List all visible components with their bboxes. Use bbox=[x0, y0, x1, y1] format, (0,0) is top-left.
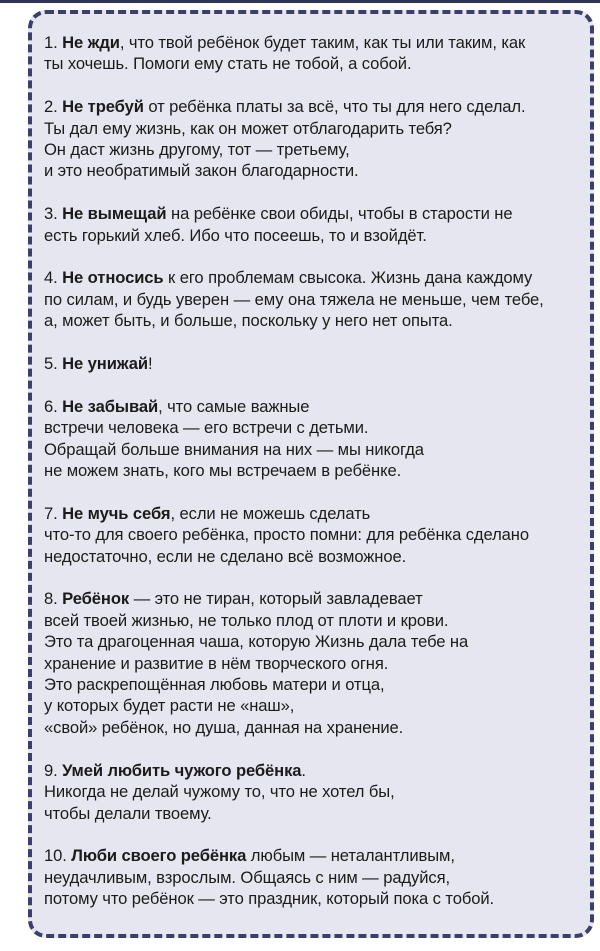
rule-line bbox=[44, 588, 580, 609]
rule-text: Ты дал ему жизнь, как он может отблагодарить тебя? bbox=[44, 118, 452, 138]
rule-text: и это необратимый закон благодарности. bbox=[44, 161, 359, 181]
rule-item bbox=[44, 203, 580, 246]
rule-emphasis: Не забывай bbox=[62, 396, 159, 416]
rule-text: хранение и развитие в нём творческого огня. bbox=[44, 653, 389, 673]
rule-text: Никогда не делай чужому то, что не хотел бы, bbox=[44, 782, 395, 802]
rule-text: неудачливым, взрослым. Общаясь с ним — радуйся, bbox=[44, 867, 450, 887]
rule-line bbox=[44, 674, 580, 695]
rule-line bbox=[44, 760, 580, 781]
rule-line bbox=[44, 118, 580, 139]
rule-line bbox=[44, 396, 580, 417]
rule-text: ты хочешь. Помоги ему стать не тобой, а собой. bbox=[44, 54, 412, 74]
rule-line bbox=[44, 310, 580, 331]
rule-text: недостаточно, если не сделано всё возможное. bbox=[44, 546, 407, 566]
rule-text: — это не тиран, который завладевает bbox=[129, 589, 423, 609]
rule-emphasis: Не относись bbox=[62, 268, 164, 288]
rule-line bbox=[44, 803, 580, 824]
top-divider-bar bbox=[0, 0, 600, 3]
rule-text: потому что ребёнок — это праздник, который пока с тобой. bbox=[44, 889, 495, 909]
rule-text: . bbox=[301, 760, 306, 780]
rule-number: 7. bbox=[44, 503, 58, 523]
rule-line bbox=[44, 610, 580, 631]
rule-text: , что твой ребёнок будет таким, как ты или таким, как bbox=[119, 33, 526, 52]
rule-emphasis: Люби своего ребёнка bbox=[71, 846, 247, 866]
rule-number: 3. bbox=[44, 204, 58, 224]
rule-line bbox=[44, 225, 580, 246]
rule-item bbox=[44, 760, 580, 824]
rule-item bbox=[44, 96, 580, 182]
rule-text: ! bbox=[147, 354, 153, 374]
rule-emphasis: Не требуй bbox=[62, 97, 144, 117]
rule-line bbox=[44, 460, 580, 481]
rule-item bbox=[44, 588, 580, 738]
rule-emphasis: Не вымещай bbox=[62, 204, 167, 224]
rule-number: 10. bbox=[44, 846, 67, 866]
rule-emphasis: Ребёнок bbox=[62, 589, 130, 609]
rule-line bbox=[44, 524, 580, 545]
rule-text: , что самые важные bbox=[158, 396, 310, 416]
rule-line bbox=[44, 439, 580, 460]
rule-line bbox=[44, 781, 580, 802]
rule-text: Это та драгоценная чаша, которую Жизнь дала тебе на bbox=[44, 632, 469, 652]
rule-item bbox=[44, 353, 580, 374]
rule-line bbox=[44, 503, 580, 524]
rule-line bbox=[44, 417, 580, 438]
rule-number: 4. bbox=[44, 268, 58, 288]
rule-line bbox=[44, 96, 580, 117]
rule-line bbox=[44, 32, 580, 53]
rule-text: Он даст жизнь другому, тот — третьему, bbox=[44, 140, 350, 160]
rule-line bbox=[44, 546, 580, 567]
rule-text: на ребёнке свои обиды, чтобы в старости не bbox=[166, 204, 513, 224]
rules-card bbox=[28, 10, 594, 938]
rule-line bbox=[44, 717, 580, 738]
rule-line bbox=[44, 845, 580, 866]
rule-line bbox=[44, 695, 580, 716]
rule-text: к его проблемам свысока. Жизнь дана каждому bbox=[163, 268, 533, 288]
rule-line bbox=[44, 160, 580, 181]
rule-line bbox=[44, 203, 580, 224]
rule-emphasis: Умей любить чужого ребёнка bbox=[62, 760, 302, 780]
rule-emphasis: Не мучь себя bbox=[62, 503, 171, 523]
rule-item bbox=[44, 32, 580, 75]
rule-line bbox=[44, 888, 580, 909]
rule-line bbox=[44, 353, 580, 374]
rule-emphasis: Не жди bbox=[62, 33, 120, 52]
rule-item bbox=[44, 396, 580, 482]
rule-text: «свой» ребёнок, но душа, данная на хранение. bbox=[44, 717, 404, 737]
rule-text: от ребёнка платы за всё, что ты для него сделал. bbox=[143, 97, 526, 117]
rule-text: всей твоей жизнью, не только плод от плоти и крови. bbox=[44, 610, 449, 630]
rule-number: 9. bbox=[44, 760, 58, 780]
rule-text: , если не можешь сделать bbox=[170, 503, 371, 523]
rule-item bbox=[44, 845, 580, 909]
rule-text: встречи человека — его встречи с детьми. bbox=[44, 418, 369, 438]
rule-number: 5. bbox=[44, 354, 58, 374]
rule-text: что-то для своего ребёнка, просто помни: для ребёнка сделано bbox=[44, 525, 529, 545]
rule-line bbox=[44, 867, 580, 888]
rule-emphasis: Не унижай bbox=[62, 354, 148, 374]
rule-text: не можем знать, кого мы встречаем в ребёнке. bbox=[44, 461, 402, 481]
rule-number: 2. bbox=[44, 97, 58, 117]
rule-text: а, может быть, и больше, поскольку у него нет опыта. bbox=[44, 311, 453, 331]
rule-line bbox=[44, 53, 580, 74]
rule-item bbox=[44, 503, 580, 567]
rule-item bbox=[44, 267, 580, 331]
rule-line bbox=[44, 139, 580, 160]
rule-line bbox=[44, 653, 580, 674]
rule-number: 6. bbox=[44, 396, 58, 416]
rule-text: Обращай больше внимания на них — мы никогда bbox=[44, 439, 424, 459]
rule-line bbox=[44, 631, 580, 652]
rule-number: 8. bbox=[44, 589, 58, 609]
rule-line bbox=[44, 267, 580, 288]
rule-text: у которых будет расти не «наш», bbox=[44, 696, 295, 716]
rule-text: чтобы делали твоему. bbox=[44, 803, 212, 823]
rule-text: Это раскрепощённая любовь матери и отца, bbox=[44, 675, 385, 695]
rule-line bbox=[44, 289, 580, 310]
rule-text: любым — неталантливым, bbox=[246, 846, 455, 866]
rule-number: 1. bbox=[44, 33, 58, 52]
rule-text: по силам, и будь уверен — ему она тяжела не меньше, чем тебе, bbox=[44, 289, 544, 309]
rule-text: есть горький хлеб. Ибо что посеешь, то и взойдёт. bbox=[44, 225, 427, 245]
